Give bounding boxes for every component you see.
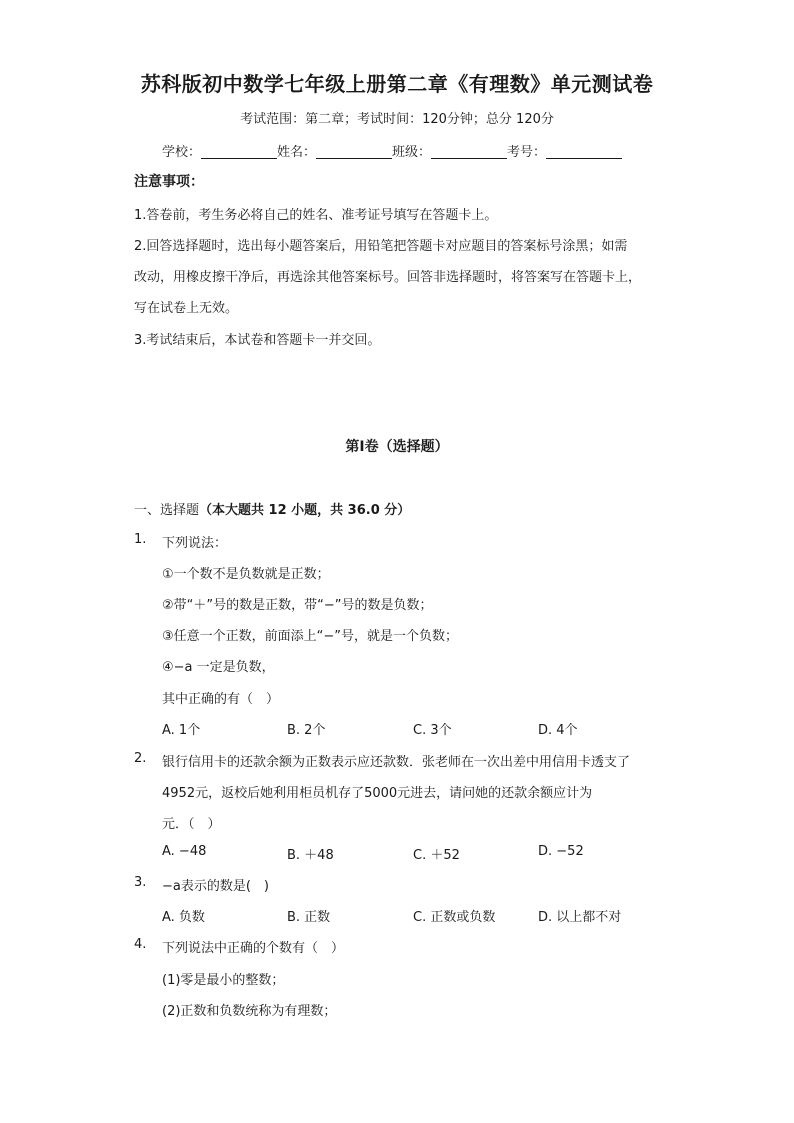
question-line: 4952元，返校后她利用柜员机存了5000元进去，请问她的还款余额应计为 [162,786,593,801]
option-d: D. 以上都不对 [538,910,622,925]
exam-title: 苏科版初中数学七年级上册第二章《有理数》单元测试卷 [140,72,654,96]
question-line: ③任意一个正数，前面添上“−”号，就是一个负数； [162,629,459,644]
option-a: A. −48 [162,844,207,859]
part-desc: （本大题共 12 小题，共 36.0 分） [199,503,411,518]
exam-no-blank [546,144,622,159]
option-b: B. 2个 [287,723,326,738]
question-line: ①一个数不是负数就是正数； [162,567,330,582]
question-line: (2)正数和负数统称为有理数； [162,1004,337,1019]
option-b: B. ＋48 [287,848,334,863]
part-heading [134,499,410,518]
option-d: D. −52 [538,844,584,859]
exam-subtitle: 考试范围：第二章；考试时间：120分钟；总分 120分 [240,112,554,127]
note-line: 2.回答选择题时，选出每小题答案后，用铅笔把答题卡对应题目的答案标号涂黑；如需 [134,239,628,254]
option-c: C. ＋52 [413,848,460,863]
part-prefix: 一、选择题 [134,503,200,518]
option-d: D. 4个 [538,723,578,738]
volume-title: 第Ⅰ卷（选择题） [345,439,449,455]
exam-no-label: 考号： [507,145,547,160]
question-line: (1)零是最小的整数； [162,973,285,988]
question-number: 2. [134,751,147,766]
class-label: 班级： [392,145,432,160]
question-number: 1. [134,532,147,547]
question-line: ④−a 一定是负数， [162,660,275,675]
question-line: 元．（ ） [162,817,221,832]
notes-heading: 注意事项： [134,174,204,190]
note-line: 3.考试结束后，本试卷和答题卡一并交回。 [134,333,381,348]
name-label: 姓名： [277,145,317,160]
school-label: 学校： [162,145,202,160]
question-line: 下列说法： [162,536,228,551]
option-b: B. 正数 [287,910,331,925]
school-blank [201,144,277,159]
option-a: A. 1个 [162,723,201,738]
question-number: 3. [134,875,147,890]
option-a: A. 负数 [162,910,205,925]
question-line: ②带“＋”号的数是正数，带“−”号的数是负数； [162,598,433,613]
question-line: −a表示的数是( ) [162,879,270,894]
note-line: 1.答卷前，考生务必将自己的姓名、准考证号填写在答题卡上。 [134,208,498,223]
question-line: 其中正确的有（ ） [162,692,280,707]
question-line: 银行信用卡的还款余额为正数表示应还款数．张老师在一次出差中用信用卡透支了 [162,755,631,770]
name-blank [316,144,392,159]
question-number: 4. [134,937,147,952]
note-line: 写在试卷上无效。 [134,301,239,316]
class-blank [431,144,507,159]
student-info-row [162,141,622,160]
option-c: C. 正数或负数 [413,910,496,925]
note-line: 改动，用橡皮擦干净后，再选涂其他答案标号。回答非选择题时，将答案写在答题卡上， [134,270,642,285]
question-line: 下列说法中正确的个数有（ ） [162,941,345,956]
option-c: C. 3个 [413,723,452,738]
